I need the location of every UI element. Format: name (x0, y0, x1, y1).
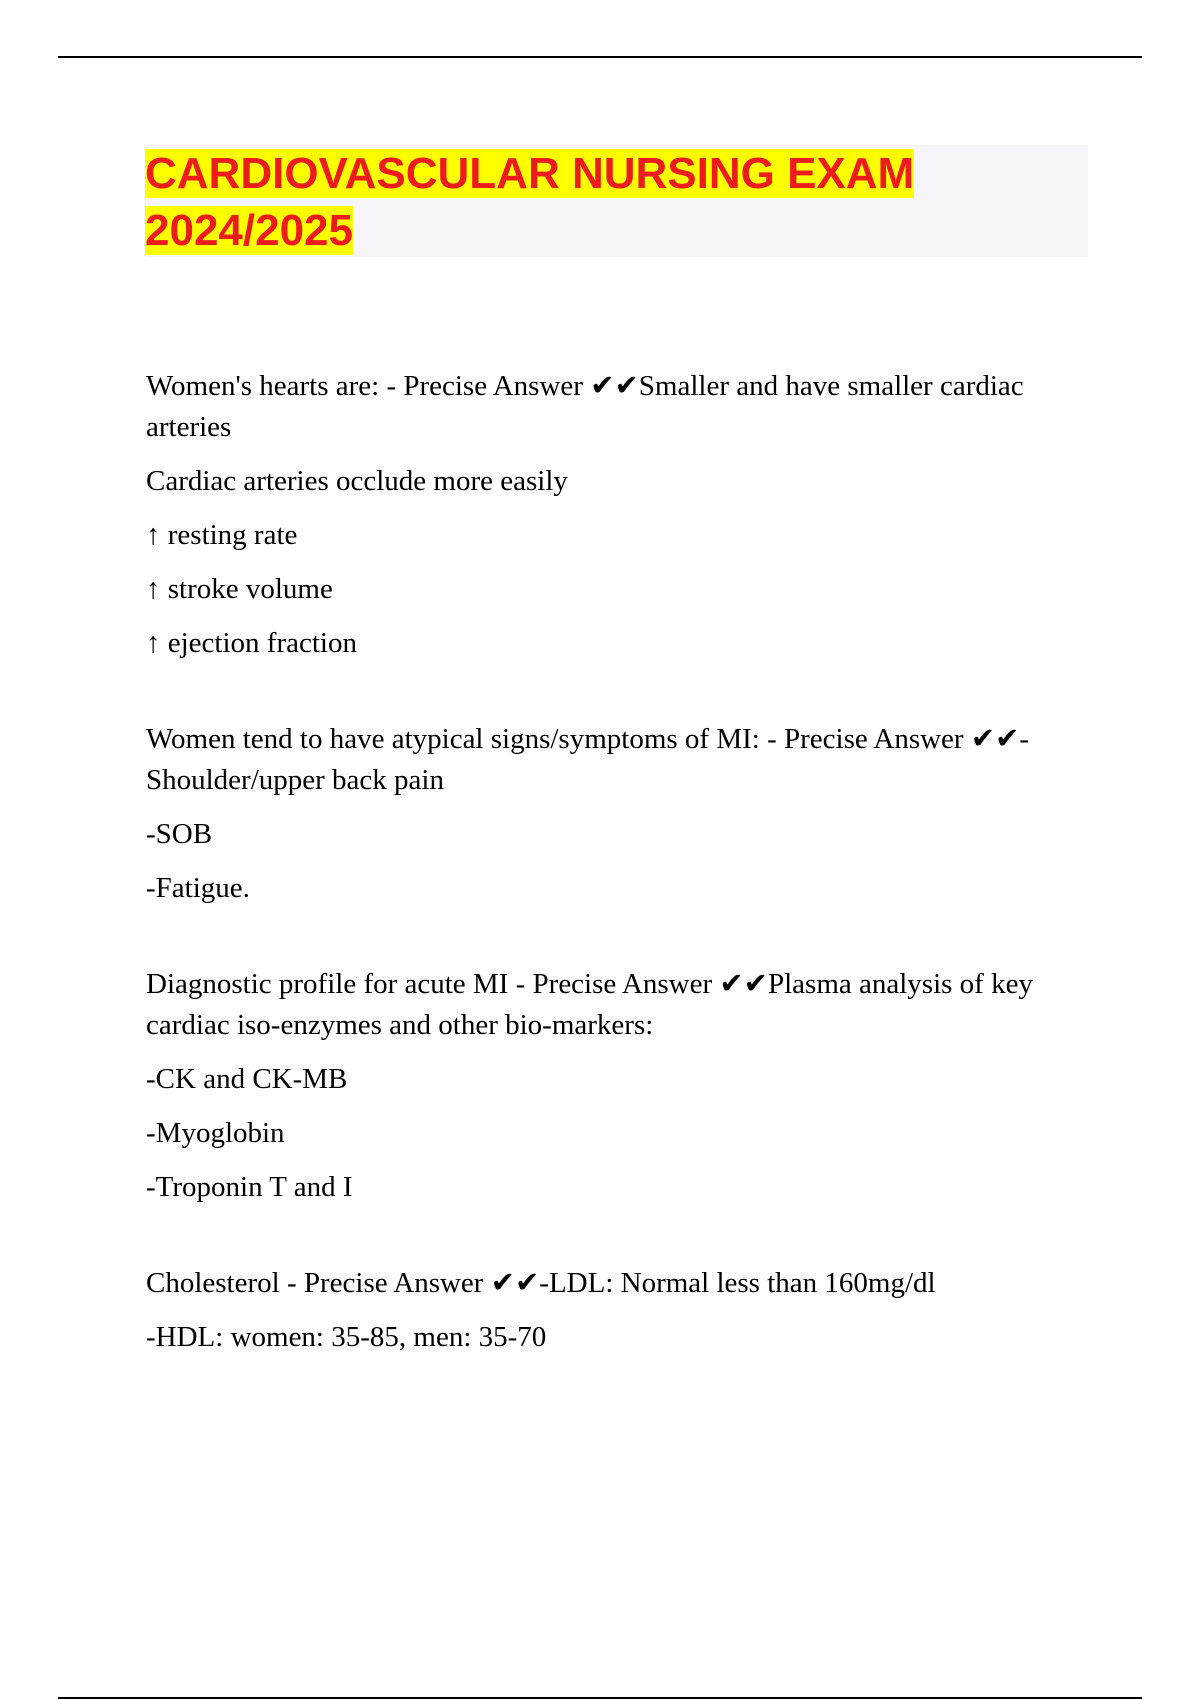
document-body (146, 366, 1096, 1413)
title-box (145, 145, 1088, 257)
question-answer: Diagnostic profile for acute MI - Precise Answer ✔✔Plasma analysis of key cardiac iso-enzymes and other bio-markers: (146, 968, 1033, 1041)
answer-line: -Troponin T and I (146, 1171, 353, 1203)
answer-line: Cardiac arteries occlude more easily (146, 465, 568, 497)
bottom-rule (58, 1697, 1142, 1699)
qa-block (146, 719, 1096, 909)
question-answer: Women tend to have atypical signs/symptoms of MI: - Precise Answer ✔✔-Shoulder/upper back pain (146, 723, 1030, 796)
qa-block (146, 1263, 1096, 1358)
answer-line: ↑ resting rate (146, 519, 298, 551)
question-answer: Women's hearts are: - Precise Answer ✔✔Smaller and have smaller cardiac arteries (146, 370, 1024, 443)
answer-line: -SOB (146, 818, 213, 850)
answer-line: ↑ stroke volume (146, 573, 333, 605)
answer-line: -Myoglobin (146, 1117, 285, 1149)
document-title (145, 145, 1088, 259)
title-line-2: 2024/2025 (145, 206, 353, 255)
qa-block (146, 366, 1096, 664)
answer-line: -HDL: women: 35-85, men: 35-70 (146, 1321, 547, 1353)
question-answer: Cholesterol - Precise Answer ✔✔-LDL: Normal less than 160mg/dl (146, 1267, 936, 1299)
top-rule (58, 56, 1142, 58)
qa-block (146, 964, 1096, 1208)
title-line-1: CARDIOVASCULAR NURSING EXAM (145, 149, 915, 198)
answer-line: -CK and CK-MB (146, 1063, 348, 1095)
answer-line: -Fatigue. (146, 872, 250, 904)
answer-line: ↑ ejection fraction (146, 627, 357, 659)
